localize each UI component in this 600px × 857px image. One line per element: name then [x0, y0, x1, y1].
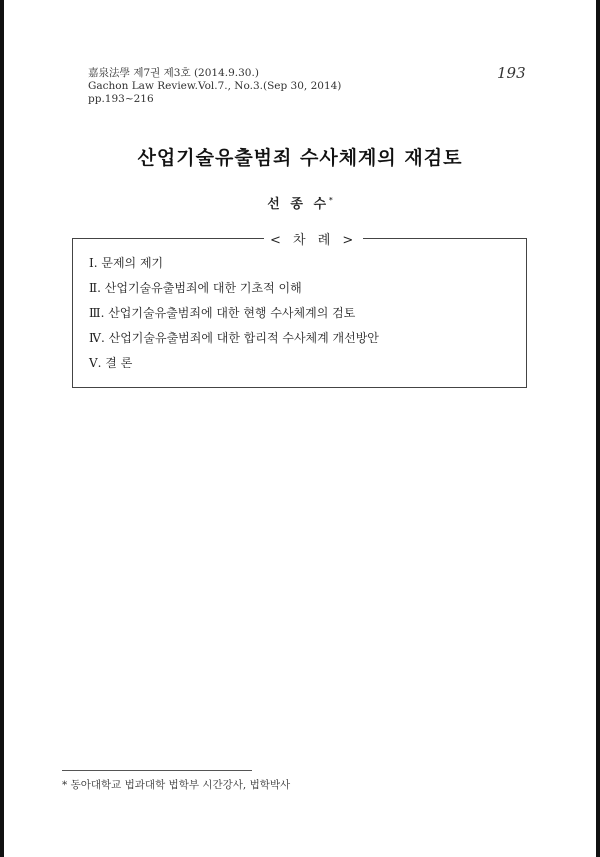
author-line: [0, 193, 600, 212]
toc-item: Ⅱ. 산업기술유출범죄에 대한 기초적 이해: [89, 281, 302, 295]
author-footnote-mark: *: [329, 195, 333, 205]
toc-heading: < 차 례 >: [264, 229, 363, 248]
journal-title-english: Gachon Law Review.Vol.7., No.3.(Sep 30, 2014): [88, 80, 342, 92]
article-title: 산업기술유출범죄 수사체계의 재검토: [137, 147, 463, 169]
toc-item: Ⅰ. 문제의 제기: [89, 256, 164, 270]
footnote-divider: [62, 770, 252, 771]
toc-item: Ⅴ. 결 론: [89, 356, 133, 370]
journal-header: [88, 67, 341, 106]
page-edge-right: [596, 0, 600, 857]
page-range: pp.193~216: [88, 93, 154, 105]
journal-title-korean: 嘉泉法學 제7권 제3호 (2014.9.30.): [88, 67, 259, 79]
author-name: 선 종 수: [267, 197, 330, 212]
page-edge-left: [0, 0, 4, 857]
page-number: 193: [497, 64, 526, 82]
toc-list: [89, 254, 379, 379]
toc-item: Ⅳ. 산업기술유출범죄에 대한 합리적 수사체계 개선방안: [89, 331, 379, 345]
toc-item: Ⅲ. 산업기술유출범죄에 대한 현행 수사체계의 검토: [89, 306, 356, 320]
author-footnote: * 동아대학교 법과대학 법학부 시간강사, 법학박사: [62, 779, 291, 791]
